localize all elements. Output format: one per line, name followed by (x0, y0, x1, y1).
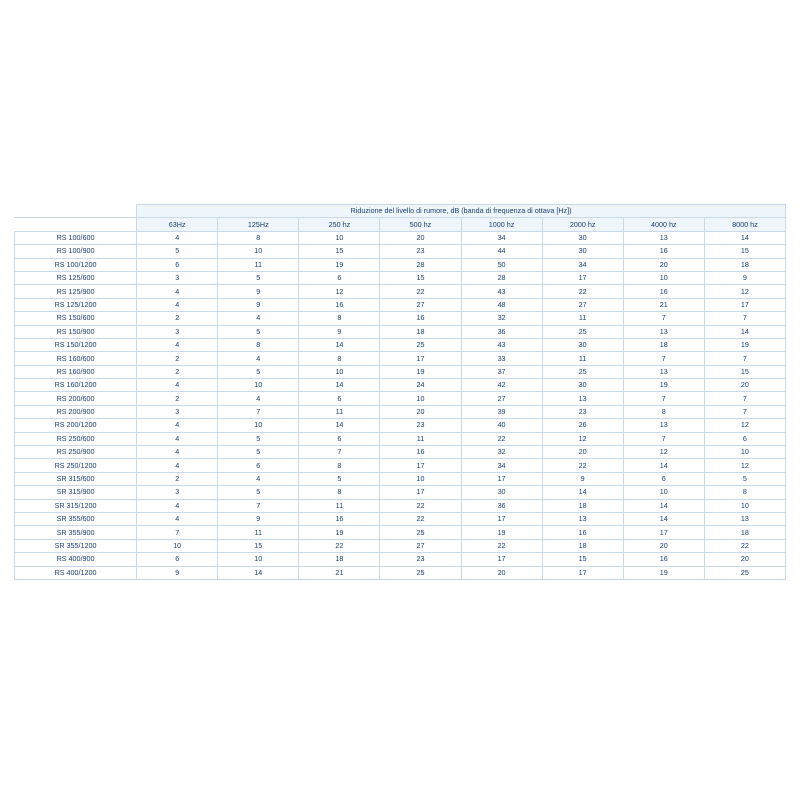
table-cell: 14 (542, 486, 623, 499)
table-cell: 21 (623, 298, 704, 311)
table-row (15, 365, 786, 378)
table-cell: 5 (218, 365, 299, 378)
table-column-header-row (15, 218, 786, 231)
row-label: RS 125/1200 (15, 298, 137, 311)
table-row (15, 566, 786, 579)
table-row (15, 419, 786, 432)
table-cell: 14 (299, 419, 380, 432)
table-cell: 19 (623, 566, 704, 579)
table-cell: 23 (380, 419, 461, 432)
table-cell: 20 (623, 258, 704, 271)
table-cell: 39 (461, 405, 542, 418)
table-cell: 27 (380, 539, 461, 552)
table-cell: 13 (623, 365, 704, 378)
table-cell: 13 (623, 419, 704, 432)
row-label: RS 100/900 (15, 245, 137, 258)
table-cell: 11 (542, 352, 623, 365)
table-cell: 4 (137, 338, 218, 351)
table-cell: 16 (299, 512, 380, 525)
table-cell: 40 (461, 419, 542, 432)
column-header-125hz: 125Hz (218, 218, 299, 231)
table-cell: 10 (380, 392, 461, 405)
table-row (15, 338, 786, 351)
table-cell: 30 (461, 486, 542, 499)
column-header-1000hz: 1000 hz (461, 218, 542, 231)
table-cell: 10 (218, 379, 299, 392)
table-cell: 25 (380, 566, 461, 579)
row-label: RS 150/1200 (15, 338, 137, 351)
table-cell: 18 (704, 258, 785, 271)
table-cell: 19 (299, 526, 380, 539)
table-row (15, 472, 786, 485)
table-cell: 13 (623, 231, 704, 244)
table-cell: 12 (623, 446, 704, 459)
table-cell: 3 (137, 271, 218, 284)
table-cell: 16 (542, 526, 623, 539)
table-row (15, 392, 786, 405)
table-cell: 14 (704, 325, 785, 338)
table-cell: 5 (704, 472, 785, 485)
table-cell: 4 (137, 419, 218, 432)
table-cell: 32 (461, 446, 542, 459)
table-cell: 8 (218, 231, 299, 244)
row-label: RS 150/600 (15, 312, 137, 325)
table-row (15, 285, 786, 298)
row-label: RS 125/900 (15, 285, 137, 298)
table-cell: 22 (542, 459, 623, 472)
table-row (15, 499, 786, 512)
table-cell: 11 (299, 499, 380, 512)
table-cell: 11 (299, 405, 380, 418)
table-cell: 27 (461, 392, 542, 405)
row-label: RS 160/600 (15, 352, 137, 365)
table-cell: 7 (218, 405, 299, 418)
table-cell: 7 (704, 392, 785, 405)
table-cell: 4 (137, 459, 218, 472)
table-row (15, 539, 786, 552)
row-label: RS 200/600 (15, 392, 137, 405)
table-cell: 25 (380, 338, 461, 351)
table-corner-cell-2 (15, 218, 137, 231)
table-cell: 10 (704, 446, 785, 459)
table-cell: 23 (380, 553, 461, 566)
row-label: RS 400/900 (15, 553, 137, 566)
table-row (15, 486, 786, 499)
table-cell: 17 (542, 271, 623, 284)
table-cell: 17 (542, 566, 623, 579)
table-row (15, 405, 786, 418)
table-cell: 23 (542, 405, 623, 418)
table-cell: 5 (218, 446, 299, 459)
table-cell: 6 (299, 271, 380, 284)
table-cell: 8 (623, 405, 704, 418)
table-cell: 4 (137, 446, 218, 459)
table-cell: 43 (461, 338, 542, 351)
table-row (15, 245, 786, 258)
table-cell: 30 (542, 245, 623, 258)
table-cell: 16 (623, 245, 704, 258)
table-cell: 7 (218, 499, 299, 512)
table-cell: 4 (137, 499, 218, 512)
table-cell: 17 (461, 512, 542, 525)
table-cell: 16 (380, 312, 461, 325)
table-cell: 17 (623, 526, 704, 539)
table-cell: 20 (380, 405, 461, 418)
table-cell: 17 (380, 352, 461, 365)
noise-reduction-table-container (14, 204, 786, 580)
table-cell: 17 (461, 472, 542, 485)
table-row (15, 432, 786, 445)
table-cell: 48 (461, 298, 542, 311)
table-cell: 19 (461, 526, 542, 539)
table-cell: 7 (704, 312, 785, 325)
row-label: RS 125/600 (15, 271, 137, 284)
row-label: RS 150/900 (15, 325, 137, 338)
table-row (15, 526, 786, 539)
table-row (15, 298, 786, 311)
row-label: RS 200/900 (15, 405, 137, 418)
table-cell: 32 (461, 312, 542, 325)
table-cell: 20 (542, 446, 623, 459)
table-cell: 7 (623, 312, 704, 325)
table-cell: 50 (461, 258, 542, 271)
table-cell: 4 (218, 352, 299, 365)
table-cell: 4 (137, 285, 218, 298)
table-cell: 2 (137, 312, 218, 325)
table-cell: 34 (542, 258, 623, 271)
table-cell: 4 (218, 392, 299, 405)
row-label: RS 400/1200 (15, 566, 137, 579)
table-cell: 14 (623, 459, 704, 472)
table-cell: 34 (461, 459, 542, 472)
table-cell: 13 (542, 392, 623, 405)
table-cell: 6 (623, 472, 704, 485)
row-label: SR 315/900 (15, 486, 137, 499)
table-row (15, 459, 786, 472)
table-row (15, 352, 786, 365)
table-cell: 10 (218, 245, 299, 258)
table-cell: 36 (461, 499, 542, 512)
table-cell: 33 (461, 352, 542, 365)
table-cell: 30 (542, 338, 623, 351)
column-header-500hz: 500 hz (380, 218, 461, 231)
table-cell: 42 (461, 379, 542, 392)
row-label: SR 355/900 (15, 526, 137, 539)
table-row (15, 231, 786, 244)
table-cell: 20 (704, 379, 785, 392)
table-cell: 2 (137, 365, 218, 378)
table-cell: 22 (380, 512, 461, 525)
table-cell: 14 (704, 231, 785, 244)
row-label: RS 100/1200 (15, 258, 137, 271)
table-cell: 25 (542, 365, 623, 378)
table-cell: 4 (137, 231, 218, 244)
table-cell: 15 (704, 365, 785, 378)
table-cell: 6 (299, 392, 380, 405)
table-cell: 4 (137, 379, 218, 392)
table-cell: 10 (137, 539, 218, 552)
table-cell: 26 (542, 419, 623, 432)
table-cell: 30 (542, 379, 623, 392)
table-cell: 43 (461, 285, 542, 298)
table-cell: 27 (380, 298, 461, 311)
row-label: SR 355/600 (15, 512, 137, 525)
table-cell: 14 (299, 338, 380, 351)
table-cell: 3 (137, 486, 218, 499)
table-cell: 27 (542, 298, 623, 311)
table-cell: 12 (704, 285, 785, 298)
table-cell: 18 (542, 499, 623, 512)
table-cell: 5 (218, 325, 299, 338)
table-cell: 19 (299, 258, 380, 271)
table-cell: 18 (542, 539, 623, 552)
table-cell: 25 (704, 566, 785, 579)
table-cell: 12 (704, 459, 785, 472)
table-cell: 12 (299, 285, 380, 298)
table-cell: 18 (623, 338, 704, 351)
table-cell: 8 (299, 312, 380, 325)
table-header (15, 205, 786, 232)
table-row (15, 325, 786, 338)
table-cell: 7 (623, 352, 704, 365)
table-cell: 10 (623, 271, 704, 284)
table-cell: 5 (218, 271, 299, 284)
table-cell: 13 (623, 325, 704, 338)
table-corner-cell (15, 205, 137, 218)
table-cell: 22 (380, 499, 461, 512)
row-label: RS 250/600 (15, 432, 137, 445)
table-cell: 6 (704, 432, 785, 445)
table-cell: 9 (218, 285, 299, 298)
table-cell: 22 (704, 539, 785, 552)
table-cell: 28 (380, 258, 461, 271)
table-cell: 8 (218, 338, 299, 351)
table-cell: 13 (542, 512, 623, 525)
table-cell: 8 (704, 486, 785, 499)
table-cell: 37 (461, 365, 542, 378)
row-label: SR 355/1200 (15, 539, 137, 552)
row-label: RS 160/900 (15, 365, 137, 378)
table-cell: 17 (380, 459, 461, 472)
row-label: RS 160/1200 (15, 379, 137, 392)
table-cell: 22 (299, 539, 380, 552)
table-cell: 9 (137, 566, 218, 579)
table-cell: 8 (299, 459, 380, 472)
table-cell: 16 (380, 446, 461, 459)
table-row (15, 271, 786, 284)
table-cell: 20 (623, 539, 704, 552)
table-cell: 4 (218, 312, 299, 325)
table-cell: 15 (380, 271, 461, 284)
noise-reduction-table (14, 204, 786, 580)
table-cell: 20 (461, 566, 542, 579)
table-cell: 14 (218, 566, 299, 579)
table-cell: 6 (299, 432, 380, 445)
table-row (15, 379, 786, 392)
table-cell: 5 (218, 432, 299, 445)
table-cell: 9 (218, 512, 299, 525)
table-cell: 6 (137, 258, 218, 271)
table-cell: 7 (623, 432, 704, 445)
column-header-250hz: 250 hz (299, 218, 380, 231)
table-cell: 3 (137, 325, 218, 338)
table-cell: 11 (380, 432, 461, 445)
table-cell: 9 (704, 271, 785, 284)
table-cell: 20 (380, 231, 461, 244)
table-cell: 13 (704, 512, 785, 525)
table-cell: 2 (137, 392, 218, 405)
table-group-header: Riduzione del livello di rumore, dB (banda di frequenza di ottava [Hz]) (137, 205, 786, 218)
table-row (15, 258, 786, 271)
table-cell: 18 (299, 553, 380, 566)
table-cell: 4 (137, 298, 218, 311)
table-cell: 8 (299, 352, 380, 365)
table-cell: 4 (137, 432, 218, 445)
table-cell: 9 (542, 472, 623, 485)
table-row (15, 446, 786, 459)
table-cell: 7 (623, 392, 704, 405)
table-cell: 16 (623, 553, 704, 566)
table-cell: 22 (461, 539, 542, 552)
table-cell: 15 (542, 553, 623, 566)
table-cell: 24 (380, 379, 461, 392)
table-cell: 14 (623, 499, 704, 512)
table-cell: 30 (542, 231, 623, 244)
table-cell: 15 (704, 245, 785, 258)
table-row (15, 312, 786, 325)
table-cell: 18 (704, 526, 785, 539)
table-cell: 10 (218, 553, 299, 566)
row-label: SR 315/1200 (15, 499, 137, 512)
table-cell: 7 (704, 352, 785, 365)
table-cell: 7 (704, 405, 785, 418)
table-cell: 2 (137, 472, 218, 485)
table-body (15, 231, 786, 579)
table-cell: 16 (623, 285, 704, 298)
table-cell: 20 (704, 553, 785, 566)
table-cell: 15 (218, 539, 299, 552)
table-cell: 10 (380, 472, 461, 485)
table-cell: 23 (380, 245, 461, 258)
table-cell: 22 (461, 432, 542, 445)
table-cell: 10 (623, 486, 704, 499)
table-cell: 17 (461, 553, 542, 566)
row-label: RS 200/1200 (15, 419, 137, 432)
row-label: SR 315/600 (15, 472, 137, 485)
column-header-63hz: 63Hz (137, 218, 218, 231)
table-cell: 8 (299, 486, 380, 499)
table-cell: 3 (137, 405, 218, 418)
table-cell: 9 (299, 325, 380, 338)
table-cell: 36 (461, 325, 542, 338)
table-cell: 16 (299, 298, 380, 311)
table-cell: 17 (704, 298, 785, 311)
table-row (15, 512, 786, 525)
column-header-8000hz: 8000 hz (704, 218, 785, 231)
table-cell: 21 (299, 566, 380, 579)
table-cell: 2 (137, 352, 218, 365)
table-cell: 44 (461, 245, 542, 258)
table-cell: 10 (299, 231, 380, 244)
table-cell: 11 (542, 312, 623, 325)
table-cell: 19 (380, 365, 461, 378)
table-cell: 14 (623, 512, 704, 525)
table-cell: 6 (137, 553, 218, 566)
table-group-header-row (15, 205, 786, 218)
table-cell: 12 (704, 419, 785, 432)
table-cell: 14 (299, 379, 380, 392)
table-cell: 10 (218, 419, 299, 432)
table-cell: 19 (704, 338, 785, 351)
table-cell: 11 (218, 526, 299, 539)
table-cell: 22 (380, 285, 461, 298)
table-cell: 12 (542, 432, 623, 445)
table-cell: 10 (704, 499, 785, 512)
table-cell: 7 (299, 446, 380, 459)
column-header-4000hz: 4000 hz (623, 218, 704, 231)
table-row (15, 553, 786, 566)
table-cell: 28 (461, 271, 542, 284)
table-cell: 25 (380, 526, 461, 539)
table-cell: 6 (218, 459, 299, 472)
table-cell: 17 (380, 486, 461, 499)
table-cell: 18 (380, 325, 461, 338)
table-cell: 34 (461, 231, 542, 244)
table-cell: 5 (137, 245, 218, 258)
row-label: RS 250/900 (15, 446, 137, 459)
table-cell: 22 (542, 285, 623, 298)
table-cell: 5 (218, 486, 299, 499)
table-cell: 11 (218, 258, 299, 271)
column-header-2000hz: 2000 hz (542, 218, 623, 231)
row-label: RS 100/600 (15, 231, 137, 244)
table-cell: 10 (299, 365, 380, 378)
table-cell: 5 (299, 472, 380, 485)
table-cell: 7 (137, 526, 218, 539)
table-cell: 15 (299, 245, 380, 258)
table-cell: 9 (218, 298, 299, 311)
table-cell: 4 (137, 512, 218, 525)
row-label: RS 250/1200 (15, 459, 137, 472)
table-cell: 25 (542, 325, 623, 338)
table-cell: 4 (218, 472, 299, 485)
table-cell: 19 (623, 379, 704, 392)
